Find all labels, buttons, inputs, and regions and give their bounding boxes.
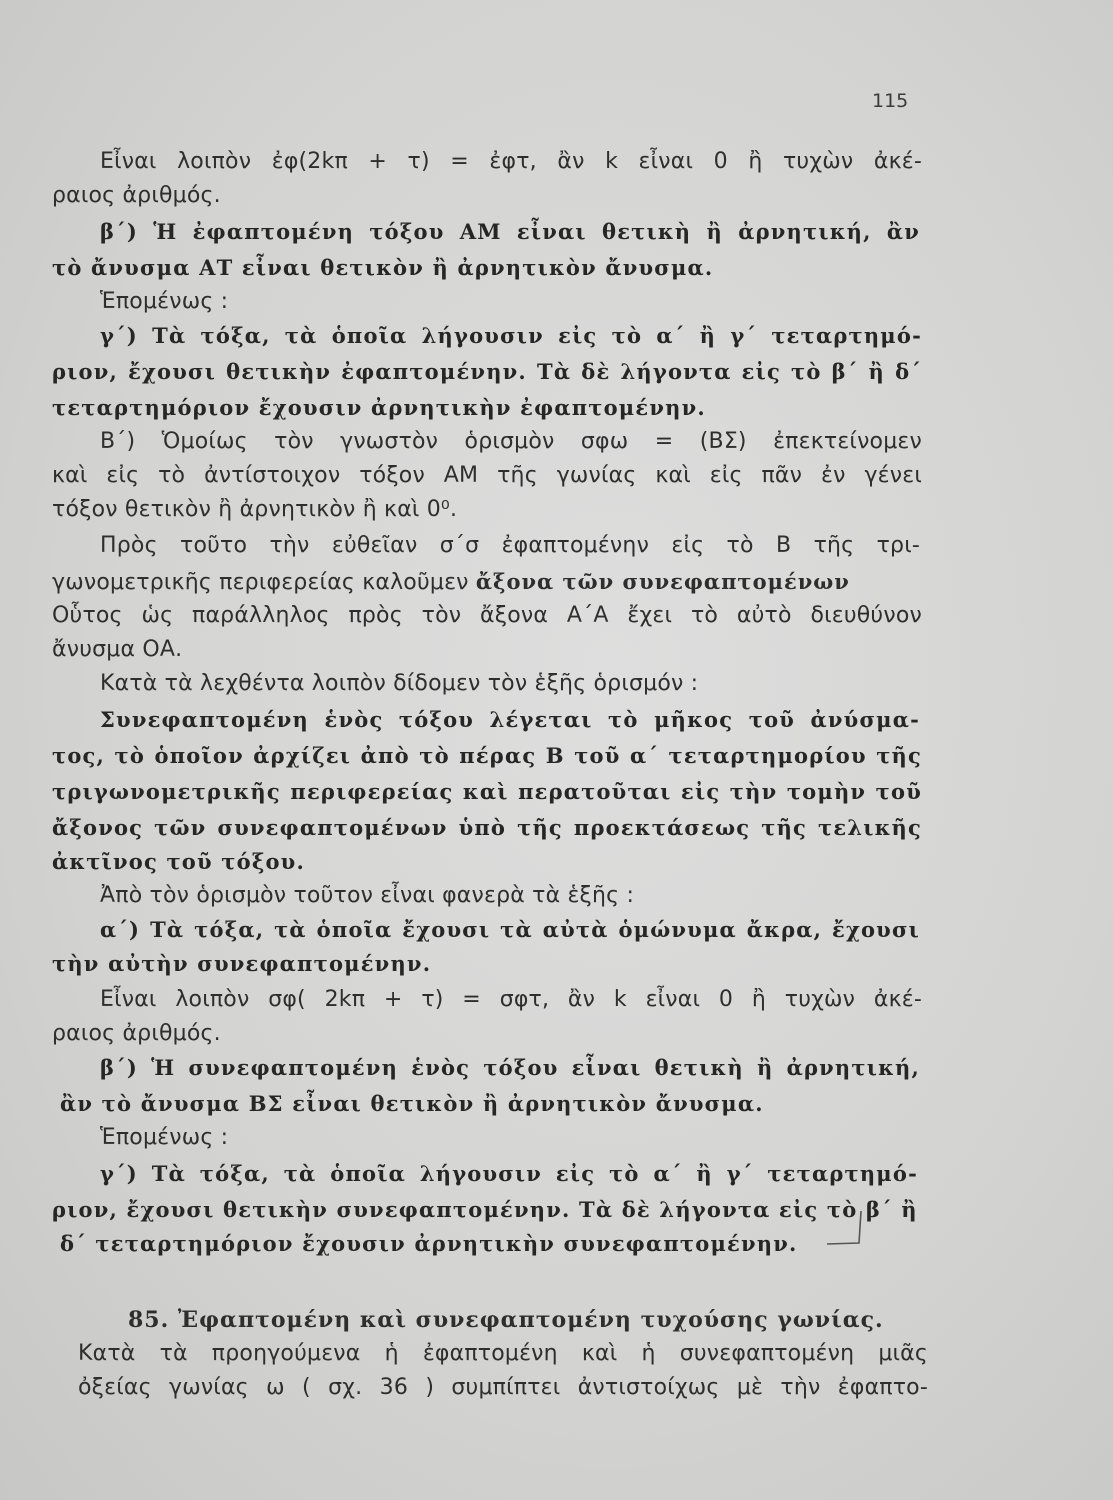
text-line: Πρὸς τοῦτο τὴν εὐθεῖαν σ΄σ ἐφαπτομένην εἰς τὸ Β τῆς τρι- bbox=[100, 533, 920, 558]
text-line: α΄) Τὰ τόξα, τὰ ὁποῖα ἔχουσι τὰ αὐτὰ ὁμώνυμα ἄκρα, ἔχουσι bbox=[100, 917, 920, 942]
text-line: Ἑπομένως : bbox=[100, 289, 229, 314]
text-line: Ἀπὸ τὸν ὁρισμὸν τοῦτον εἶναι φανερὰ τὰ ἑξῆς : bbox=[100, 883, 635, 908]
section-heading: 85. Ἐφαπτομένη καὶ συνεφαπτομένη τυχούσης γωνίας. bbox=[128, 1307, 884, 1333]
text-line: τεταρτημόριον ἔχουσιν ἀρνητικὴν ἐφαπτομένην. bbox=[52, 395, 706, 420]
text-line: β΄) Ἡ ἐφαπτομένη τόξου ΑΜ εἶναι θετικὴ ἢ ἀρνητική, ἂν bbox=[100, 219, 920, 244]
pencil-mark bbox=[825, 1208, 865, 1248]
text-line: ραιος ἀριθμός. bbox=[52, 1021, 221, 1046]
text-line: τριγωνομετρικῆς περιφερείας καὶ περατοῦται εἰς τὴν τομὴν τοῦ bbox=[52, 779, 922, 804]
text-span: γωνομετρικῆς περιφερείας καλοῦμεν bbox=[52, 570, 476, 595]
text-line: τόξον θετικὸν ἢ ἀρνητικὸν ἢ καὶ 0⁰. bbox=[52, 497, 458, 522]
text-line: β΄) Ἡ συνεφαπτομένη ἑνὸς τόξου εἶναι θετικὴ ἢ ἀρνητική, bbox=[100, 1055, 920, 1080]
page-number: 115 bbox=[872, 90, 909, 112]
text-line: Β΄) Ὁμοίως τὸν γνωστὸν ὁρισμὸν σφω = (ΒΣ) ἐπεκτείνομεν bbox=[100, 429, 922, 454]
text-line: Εἶναι λοιπὸν σφ( 2kπ + τ) = σφτ, ἂν k εἶναι 0 ἢ τυχὼν ἀκέ- bbox=[100, 987, 922, 1012]
text-line bbox=[52, 566, 932, 599]
bold-term: ἄξονα τῶν συνεφαπτομένων bbox=[475, 569, 850, 594]
text-line: ριον, ἔχουσι θετικὴν συνεφαπτομένην. Τὰ δὲ λήγοντα εἰς τὸ β΄ ἢ bbox=[52, 1197, 918, 1222]
text-line: ἀκτῖνος τοῦ τόξου. bbox=[52, 849, 305, 874]
text-line: δ΄ τεταρτημόριον ἔχουσιν ἀρνητικὴν συνεφαπτομένην. bbox=[60, 1231, 798, 1256]
text-line: Συνεφαπτομένη ἑνὸς τόξου λέγεται τὸ μῆκος τοῦ ἀνύσμα- bbox=[100, 707, 920, 732]
text-line: γ΄) Τὰ τόξα, τὰ ὁποῖα λήγουσιν εἰς τὸ α΄ ἢ γ΄ τεταρτημό- bbox=[100, 323, 922, 348]
text-line: Εἶναι λοιπὸν ἐφ(2kπ + τ) = ἐφτ, ἂν k εἶναι 0 ἢ τυχὼν ἀκέ- bbox=[100, 149, 922, 174]
text-line: Οὗτος ὡς παράλληλος πρὸς τὸν ἄξονα Α΄Α ἔχει τὸ αὐτὸ διευθύνον bbox=[52, 603, 922, 628]
text-line: Ἑπομένως : bbox=[100, 1125, 229, 1150]
text-line: καὶ εἰς τὸ ἀντίστοιχον τόξον ΑΜ τῆς γωνίας καὶ εἰς πᾶν ἐν γένει bbox=[52, 463, 922, 488]
text-line: γ΄) Τὰ τόξα, τὰ ὁποῖα λήγουσιν εἰς τὸ α΄ ἢ γ΄ τεταρτημό- bbox=[100, 1161, 918, 1186]
text-line: Κατὰ τὰ προηγούμενα ἡ ἐφαπτομένη καὶ ἡ συνεφαπτομένη μιᾶς bbox=[78, 1341, 928, 1366]
text-line: τος, τὸ ὁποῖον ἀρχίζει ἀπὸ τὸ πέρας Β τοῦ α΄ τεταρτημορίου τῆς bbox=[52, 743, 922, 768]
text-line: τὴν αὐτὴν συνεφαπτομένην. bbox=[52, 951, 432, 976]
text-line: τὸ ἄνυσμα ΑΤ εἶναι θετικὸν ἢ ἀρνητικὸν ἄνυσμα. bbox=[52, 255, 714, 280]
text-line: ἄνυσμα ΟΑ. bbox=[52, 637, 183, 662]
text-line: ὀξείας γωνίας ω ( σχ. 36 ) συμπίπτει ἀντιστοίχως μὲ τὴν ἐφαπτο- bbox=[78, 1375, 928, 1400]
text-line: ραιος ἀριθμός. bbox=[52, 183, 221, 208]
text-line: Κατὰ τὰ λεχθέντα λοιπὸν δίδομεν τὸν ἑξῆς ὁρισμόν : bbox=[100, 671, 699, 696]
text-line: ἂν τὸ ἄνυσμα ΒΣ εἶναι θετικὸν ἢ ἀρνητικὸν ἄνυσμα. bbox=[60, 1091, 764, 1116]
text-line: ἄξονος τῶν συνεφαπτομένων ὑπὸ τῆς προεκτάσεως τῆς τελικῆς bbox=[52, 815, 922, 840]
text-line: ριον, ἔχουσι θετικὴν ἐφαπτομένην. Τὰ δὲ λήγοντα εἰς τὸ β΄ ἢ δ΄ bbox=[52, 359, 922, 384]
